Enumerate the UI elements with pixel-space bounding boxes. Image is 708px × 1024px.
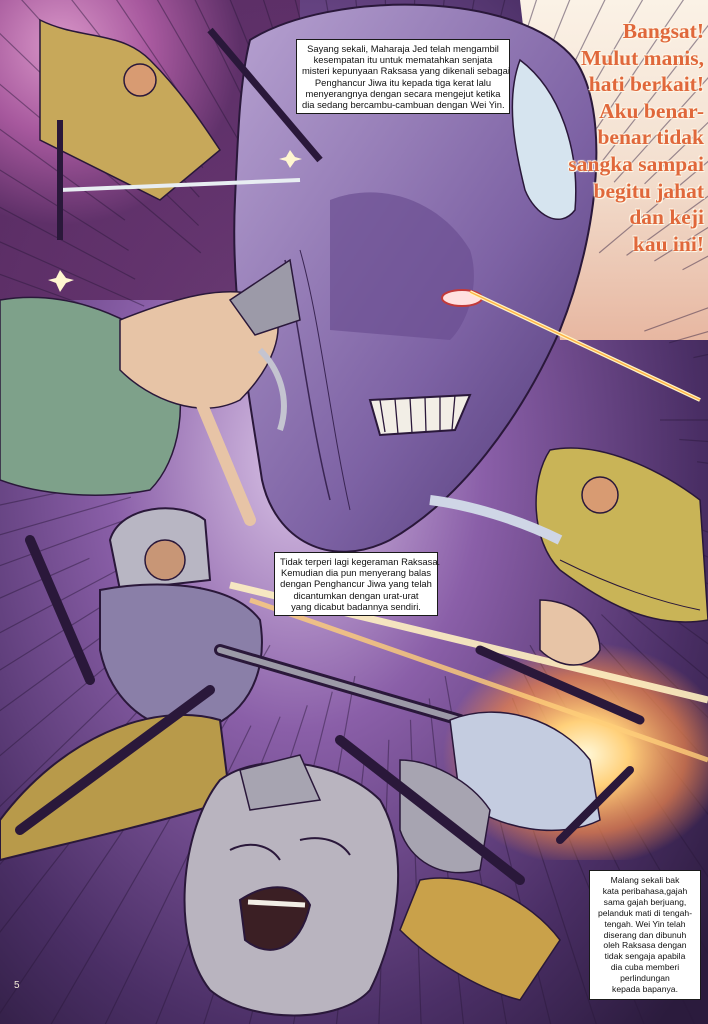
speech-line: Mulut manis, [580,45,704,70]
caption-top [296,39,510,114]
caption-line: Penghancur Jiwa itu kepada tiga kerat lalu [314,76,492,88]
caption-line: yang dicabut badannya sendiri. [291,600,421,612]
speech-line: hati berkait! [588,72,704,97]
speech-line: Bangsat! [622,19,704,43]
speech-line: dan keji [629,205,704,230]
speech-line: begitu jahat [593,178,704,203]
raksasa-face-bottom [185,755,399,1016]
speech-text [526,18,704,257]
caption-line: dia cuba memberi [610,962,680,973]
caption-line: perlindungan [620,973,670,984]
caption-line: oleh Raksasa dengan [603,940,687,951]
caption-line: misteri kepunyaan Raksasa yang dikenali sebagai [302,65,510,77]
caption-bottom [589,870,701,1000]
speech-line: kau ini! [632,231,704,256]
caption-line: kata peribahasa,gajah [602,885,688,896]
caption-line: tidak sengaja apabila [604,951,686,962]
caption-line: sama gajah berjuang, [603,896,687,907]
caption-line: menyerangnya dengan secara mengejut ketika [305,87,501,99]
caption-line: Sayang sekali, Maharaja Jed telah mengambil [307,43,499,54]
caption-middle [274,552,441,616]
caption-line: pelanduk mati di tengah- [597,907,693,918]
page-number: 5 [14,980,20,991]
caption-line: Kemudian dia pun menyerang balas [280,567,432,579]
caption-line: dengan Penghancur Jiwa yang telah [280,578,432,590]
speech-line: sangka sampai [568,151,704,176]
caption-line: Tidak terperi lagi kegeraman Raksasa. [280,556,441,567]
caption-line: Malang sekali bak [610,875,680,885]
caption-line: dia sedang bercambu-cambuan dengan Wei Yin. [302,99,505,111]
caption-line: kepada bapanya. [612,984,678,995]
caption-line: diserang dan dibunuh [603,929,687,940]
speech-line: Aku benar- [599,98,704,123]
caption-line: dicantumkan dengan urat-urat [293,589,419,601]
caption-line: kesempatan itu untuk mematahkan senjata [313,54,493,66]
caption-line: tengah. Wei Yin telah [604,918,686,929]
speech-line: benar tidak [597,125,704,150]
